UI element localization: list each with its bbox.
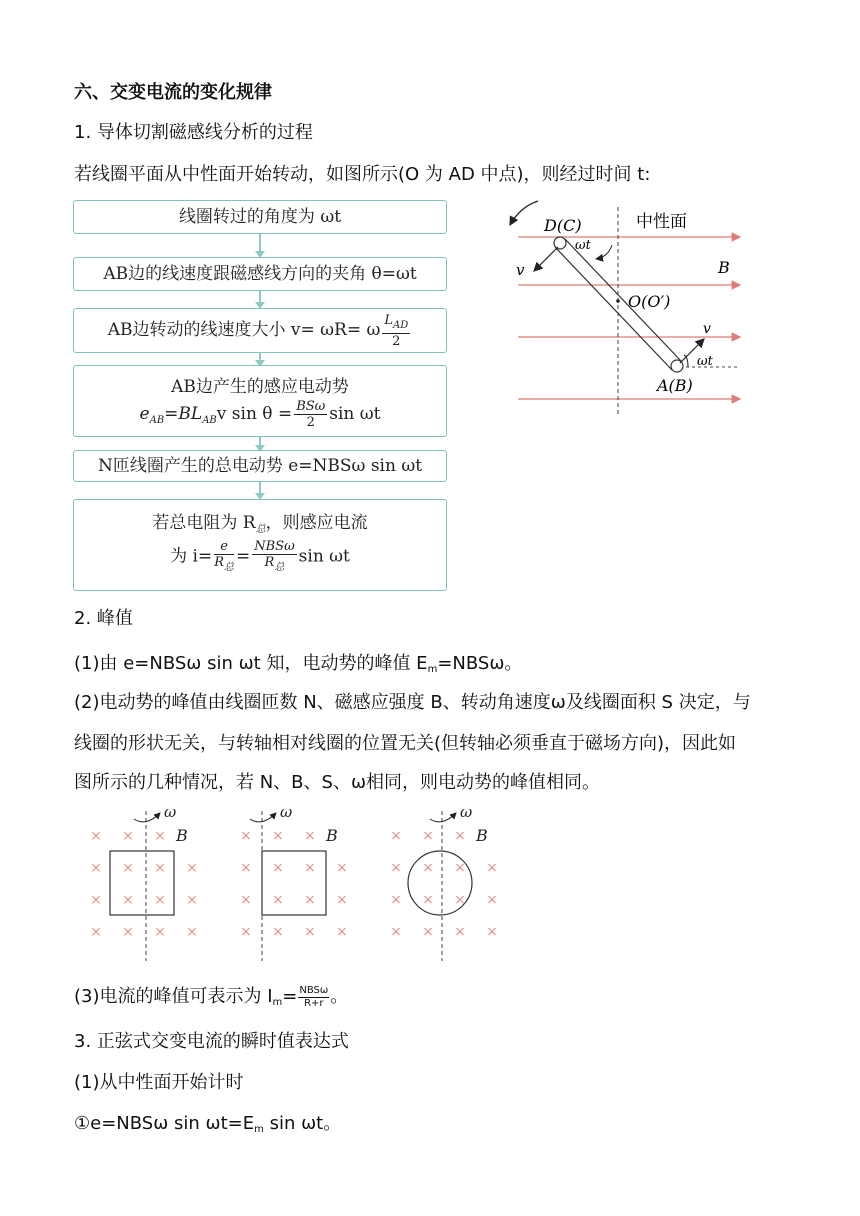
item1-text-b: sin ωt。 [263,1113,342,1134]
section3-item1 [74,1111,341,1143]
label-b: B [176,826,188,845]
field-cross: × [272,860,284,876]
center-point [616,299,620,303]
flow-arrow [259,291,261,303]
square-coil-figure-2 [240,803,348,961]
field-cross: × [422,924,434,940]
label-b: B [326,826,338,845]
section2-p2-line2: 线圈的形状无关，与转轴相对线圈的位置无关(但转轴必须垂直于磁场方向)，因此如 [74,733,737,754]
circle-coil-figure [390,803,498,961]
field-cross: × [422,828,434,844]
flow-arrow [259,482,261,494]
field-cross: × [272,924,284,940]
point-d [554,237,566,249]
frac-den: 2 [392,333,401,349]
field-cross: × [390,828,402,844]
section2-p3 [74,984,348,1016]
item1-text-a: e=NBSω sin ωt=E [90,1113,255,1134]
label-wt-bottom: ωt [697,354,713,369]
derivation-flowchart [73,200,449,591]
field-cross: × [272,828,284,844]
field-cross: × [186,924,198,940]
rotation-arrow [134,813,160,822]
field-cross: × [390,924,402,940]
frac-den: R [264,555,275,570]
emf-fraction [294,399,327,430]
frac-num-sub: AD [393,319,409,331]
frac-num: L [384,312,393,328]
field-cross: × [304,860,316,876]
field-cross: × [240,828,252,844]
section2-p1 [74,651,522,683]
field-lines [518,237,740,399]
field-cross: × [422,860,434,876]
label-v-right: v [703,321,711,337]
field-cross: × [486,860,498,876]
flow-arrow [259,437,261,446]
square-coil-figure-1 [90,803,198,961]
flow-arrow [259,353,261,361]
current-eq: = [235,546,251,567]
p3-sub: m [272,997,283,1008]
label-o: O(O′) [628,292,671,311]
field-cross: × [240,860,252,876]
flow-step-4-line2 [74,399,446,430]
field-cross: × [390,860,402,876]
section2-p2-line1: (2)电动势的峰值由线圈匝数 N、磁感应强度 B、转动角速度ω及线圈面积 S 决定，与 [74,692,751,713]
angle-arc-top [596,245,612,259]
flow-arrow [259,234,261,252]
p3-fraction [298,985,329,1010]
p3-end: 。 [330,986,349,1007]
frac-den-sub: 总 [223,562,234,573]
emf-symbol: e [139,404,150,424]
field-cross: × [390,892,402,908]
coil-shape-figures [80,803,500,963]
field-cross: × [154,892,166,908]
flow-step-4 [73,365,447,437]
section3-sub1: (1)从中性面开始计时 [74,1072,244,1093]
field-cross: × [122,828,134,844]
field-cross: × [90,828,102,844]
label-omega: ω [280,803,293,821]
field-cross: × [486,924,498,940]
frac-den: R+r [304,997,324,1009]
rotation-arrow [510,201,538,225]
emf-sub: AB [149,415,165,426]
label-ab: A(B) [657,376,693,395]
section-heading: 六、交变电流的变化规律 [74,82,272,103]
section1-intro: 若线圈平面从中性面开始转动，如图所示(O 为 AD 中点)，则经过时间 t: [74,164,651,185]
field-cross: × [122,924,134,940]
field-cross: × [486,892,498,908]
p1-text-b: =NBSω。 [437,653,523,674]
section2-p2-line3: 图所示的几种情况，若 N、B、S、ω相同，则电动势的峰值相同。 [74,772,601,793]
field-cross: × [90,860,102,876]
flow-step-3-text: AB边转动的线速度大小 v= ωR= ω [107,320,381,340]
circle-coil [408,851,472,915]
field-cross: × [90,892,102,908]
field-cross: × [90,924,102,940]
flow-step-6-pre: 若总电阻为 R [152,513,256,533]
flow-step-3 [73,308,447,353]
frac-num: NBSω [254,539,295,554]
flow-step-2-text: AB边的线速度跟磁感线方向的夹角 θ=ωt [103,264,417,284]
field-cross: × [154,828,166,844]
emf-end: sin ωt [329,404,381,424]
p3-text: (3)电流的峰值可表示为 I [74,986,273,1007]
section1-title: 1. 导体切割磁感线分析的过程 [74,122,313,143]
label-dc: D(C) [544,216,582,235]
label-b: B [476,826,488,845]
field-cross: × [454,860,466,876]
label-omega: ω [164,803,177,821]
circled-number: ① [74,1113,91,1134]
p3-eq: = [282,986,298,1007]
field-cross: × [122,860,134,876]
flow-step-6-line2 [74,539,446,575]
field-cross: × [122,892,134,908]
item1-sub: m [254,1124,264,1135]
emf-bl: =BL [164,404,203,424]
frac-den: R [214,555,224,570]
current-post: sin ωt [298,546,350,567]
section3-title: 3. 正弦式交变电流的瞬时值表达式 [74,1031,349,1052]
flow-step-1 [73,200,447,234]
flow-step-4-line1: AB边产生的感应电动势 [171,377,349,397]
emf-mid: v sin θ = [216,404,293,424]
field-cross: × [154,860,166,876]
field-cross: × [304,924,316,940]
field-cross: × [304,892,316,908]
flow-step-6 [73,499,447,591]
label-omega: ω [460,803,473,821]
section2-title: 2. 峰值 [74,608,133,629]
field-cross: × [240,924,252,940]
flow-step-3-fraction [382,313,410,349]
flow-step-6-post: ，则感应电流 [265,513,368,533]
velocity-arrow-left [534,247,558,271]
flow-step-1-text: 线圈转过的角度为 ωt [178,207,342,227]
frac-den-sub: 总 [274,562,285,573]
frac-num: BSω [296,399,326,414]
field-cross: × [422,892,434,908]
p1-sub: m [427,664,438,675]
flow-step-5 [73,450,447,482]
label-wt-top: ωt [575,238,591,253]
current-pre: 为 i= [170,546,213,567]
current-fraction-2 [252,539,296,575]
field-cross: × [272,892,284,908]
emf-bl-sub: AB [202,415,217,426]
label-neutral-plane: 中性面 [636,212,687,232]
field-cross: × [336,924,348,940]
field-cross: × [154,924,166,940]
field-cross: × [454,828,466,844]
label-v-left: v [516,261,525,279]
current-fraction-1 [214,539,234,575]
frac-num: e [214,539,234,555]
field-cross: × [186,860,198,876]
field-cross: × [186,892,198,908]
p1-text-a: (1)由 e=NBSω sin ωt 知，电动势的峰值 E [74,653,428,674]
field-cross: × [336,892,348,908]
label-b: B [718,258,730,277]
rotation-arrow [250,813,276,822]
flow-step-2 [73,257,447,291]
rotating-coil-diagram [500,195,750,415]
frac-num: NBSω [299,984,329,996]
field-cross: × [304,828,316,844]
field-cross: × [336,860,348,876]
flow-step-6-line1 [74,508,446,535]
flow-step-6-sub: 总 [255,524,266,535]
rotation-arrow [430,813,456,822]
field-cross: × [454,892,466,908]
angle-arc-bottom [684,355,688,367]
field-cross: × [454,924,466,940]
frac-den: 2 [306,415,315,430]
flow-step-5-text: N匝线圈产生的总电动势 e=NBSω sin ωt [97,456,423,476]
field-cross: × [240,892,252,908]
